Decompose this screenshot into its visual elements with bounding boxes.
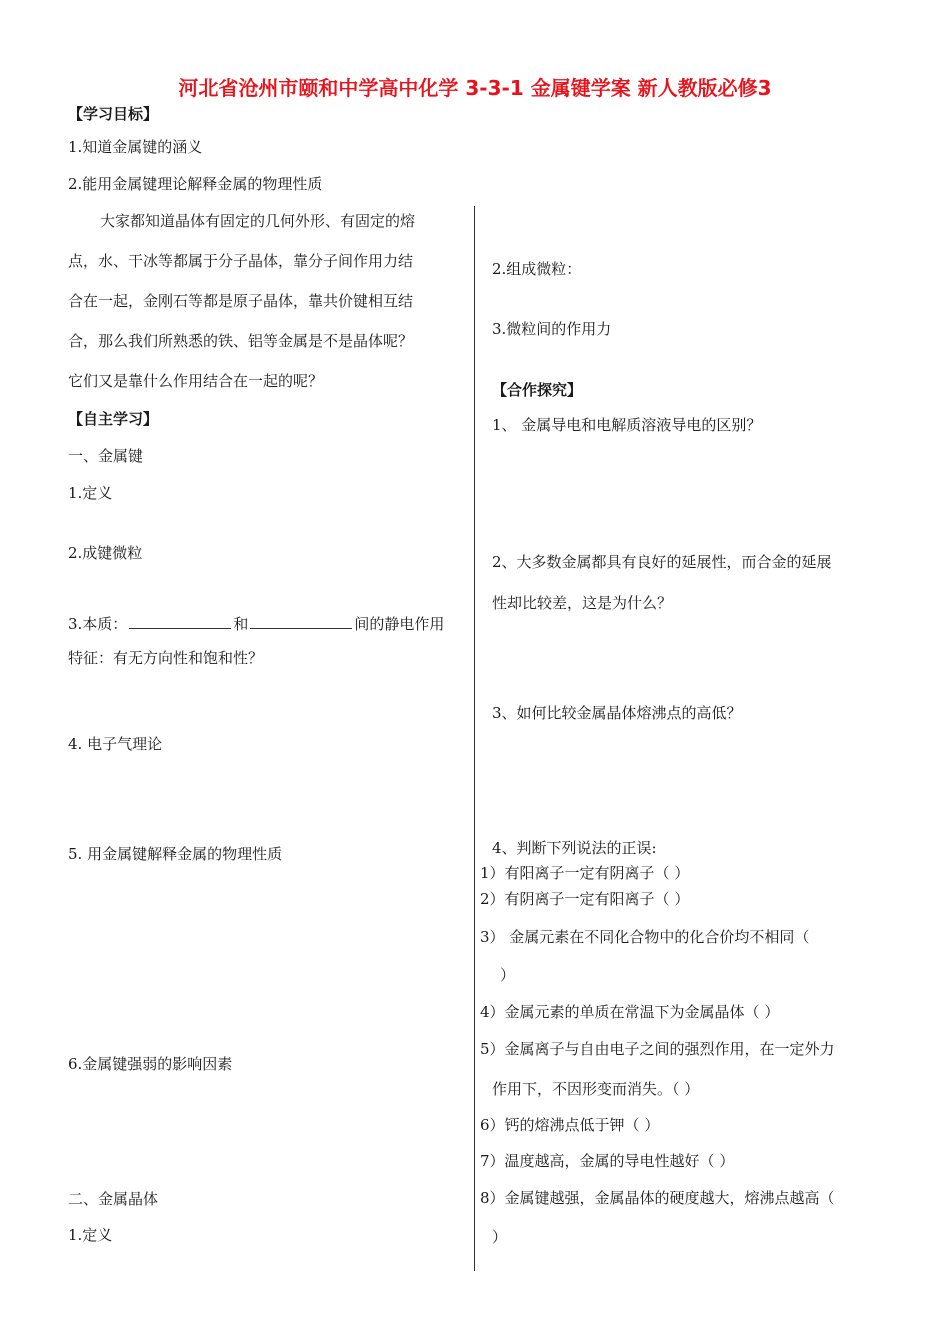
question-3: 3、如何比较金属晶体熔沸点的高低？: [492, 704, 742, 722]
essence-and: 和: [233, 615, 249, 633]
objective-item-1: 1.知道金属键的涵义: [68, 138, 203, 156]
section-metal-crystal: 二、金属晶体: [68, 1190, 159, 1208]
item-essence: [68, 614, 444, 632]
statement-2: 2）有阴离子一定有阳离子（ ）: [480, 890, 690, 908]
page-title: 河北省沧州市颐和中学高中化学 3-3-1 金属键学案 新人教版必修3: [178, 76, 772, 100]
essence-suffix: 间的静电作用: [354, 615, 445, 633]
item-explain-properties: 5. 用金属键解释金属的物理性质: [68, 845, 283, 863]
objectives-heading: 【学习目标】: [68, 105, 159, 123]
essence-blank-1[interactable]: [129, 614, 231, 629]
question-1: 1、 金属导电和电解质溶液导电的区别？: [492, 416, 762, 434]
intro-line-2: 点，水、干冰等都属于分子晶体，靠分子间作用力结: [68, 252, 414, 270]
item-interaction: 3.微粒间的作用力: [492, 320, 612, 338]
column-divider: [474, 206, 475, 1271]
intro-line-1: 大家都知道晶体有固定的几何外形、有固定的熔: [100, 212, 416, 230]
item-strength-factors: 6.金属键强弱的影响因素: [68, 1055, 233, 1073]
item-bond-particles: 2.成键微粒: [68, 544, 143, 562]
section-metal-bond: 一、金属键: [68, 447, 144, 465]
item-feature: 特征：有无方向性和饱和性？: [68, 649, 264, 667]
item-electron-gas: 4. 电子气理论: [68, 735, 163, 753]
statement-6: 6）钙的熔沸点低于钾（ ）: [480, 1116, 660, 1134]
statement-4: 4）金属元素的单质在常温下为金属晶体（ ）: [480, 1003, 780, 1021]
statement-3: 3） 金属元素在不同化合物中的化合价均不相同（: [480, 928, 810, 946]
essence-blank-2[interactable]: [250, 614, 352, 629]
question-2-line-1: 2、大多数金属都具有良好的延展性，而合金的延展: [492, 553, 832, 571]
statement-1: 1）有阳离子一定有阴离子（ ）: [480, 864, 690, 882]
question-4: 4、判断下列说法的正误:: [492, 839, 657, 857]
item-composition: 2.组成微粒：: [492, 260, 582, 278]
statement-5-cont: 作用下，不因形变而消失。（ ）: [492, 1080, 700, 1098]
statement-8: 8）金属键越强，金属晶体的硬度越大，熔沸点越高（: [480, 1189, 835, 1207]
intro-line-5: 它们又是靠什么作用结合在一起的呢？: [68, 372, 324, 390]
intro-line-3: 合在一起，金刚石等都是原子晶体，靠共价键相互结: [68, 292, 414, 310]
item-definition-2: 1.定义: [68, 1226, 113, 1244]
question-2-line-2: 性却比较差，这是为什么？: [492, 594, 673, 612]
item-definition: 1.定义: [68, 484, 113, 502]
intro-line-4: 合，那么我们所熟悉的铁、铝等金属是不是晶体呢？: [68, 332, 414, 350]
coop-heading: 【合作探究】: [492, 381, 583, 399]
self-study-heading: 【自主学习】: [68, 410, 159, 428]
statement-7: 7）温度越高，金属的导电性越好（ ）: [480, 1152, 735, 1170]
essence-prefix: 3.本质：: [68, 615, 128, 633]
statement-3-end: ）: [500, 966, 516, 984]
objective-item-2: 2.能用金属键理论解释金属的物理性质: [68, 175, 323, 193]
statement-8-end: ）: [492, 1228, 508, 1246]
statement-5: 5）金属离子与自由电子之间的强烈作用，在一定外力: [480, 1040, 835, 1058]
